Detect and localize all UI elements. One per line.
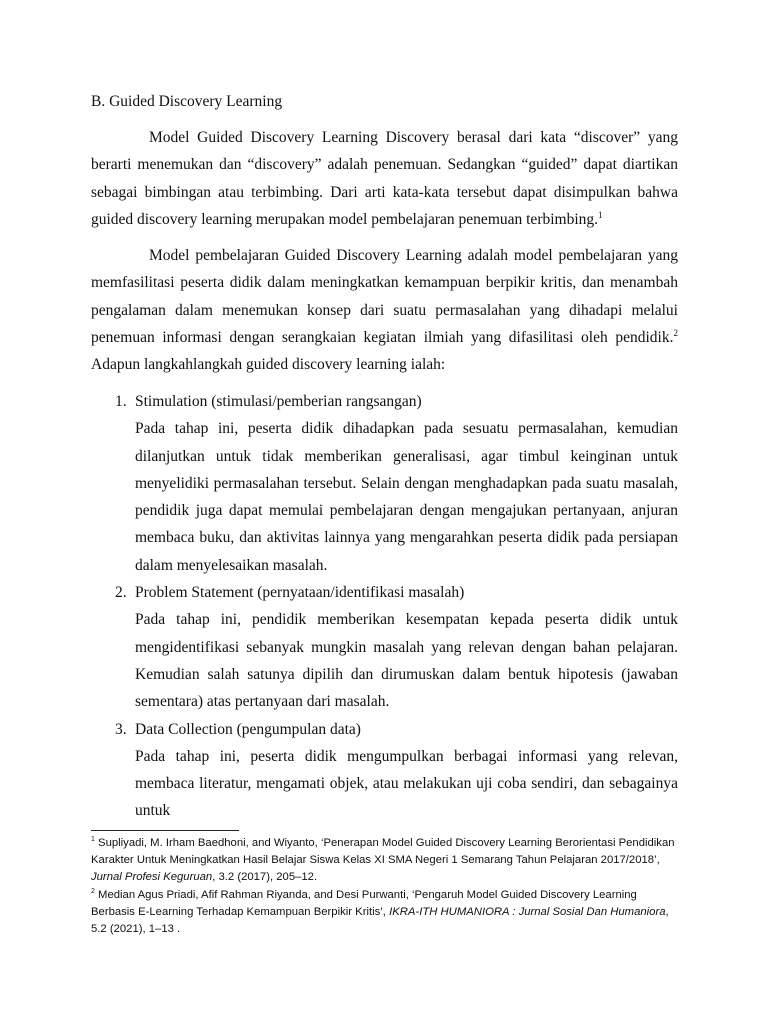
list-item bbox=[91, 388, 678, 579]
list-item-title: Stimulation (stimulasi/pemberian rangsangan) bbox=[135, 393, 422, 410]
footnote-ref[interactable]: 1 bbox=[598, 209, 603, 220]
footnote-journal: IKRA-ITH HUMANIORA : Jurnal Sosial Dan Humaniora bbox=[389, 905, 666, 918]
list-number: 2. bbox=[115, 584, 127, 602]
list-item-body: Pada tahap ini, peserta didik dihadapkan pada sesuatu permasalahan, kemudian dilanjutkan untuk tidak memberikan generalisasi, agar timbul keinginan untuk menyelidiki permasalahan tersebut. Selain dengan menghadapkan pada suatu masalah, pendidik juga dapat memulai pembelajaran dengan mengajukan pertanyaan, anjuran membaca buku, dan aktivitas lainnya yang mengarahkan peserta didik pada persiapan dalam menyelesaikan masalah. bbox=[135, 420, 678, 574]
steps-list bbox=[91, 388, 678, 825]
list-item bbox=[91, 716, 678, 825]
footnote-journal: Jurnal Profesi Keguruan bbox=[91, 871, 213, 884]
footnote-text: , 3.2 (2017), 205–12. bbox=[212, 871, 318, 884]
paragraph-text: Adapun langkahlangkah guided discovery learning ialah: bbox=[91, 356, 446, 374]
list-item bbox=[91, 579, 678, 715]
footnote-text: , 5.2 (2021), 1–13 . bbox=[91, 905, 669, 936]
paragraph-definition bbox=[91, 124, 678, 233]
paragraph-text: Model pembelajaran Guided Discovery Learning adalah model pembelajaran yang memfasilitasi peserta didik dalam meningkatkan kemampuan berpikir kritis, dan menambah pengalaman dalam menemukan konsep dari suatu permasalahan yang dihadapi melalui penemuan informasi dengan serangkaian kegiatan ilmiah yang difasilitasi oleh pendidik. bbox=[91, 247, 678, 346]
footnotes bbox=[91, 835, 681, 938]
paragraph-model-description bbox=[91, 242, 678, 378]
section-heading: B. Guided Discovery Learning bbox=[91, 93, 283, 110]
footnote-2 bbox=[91, 887, 681, 939]
footnote-text: Supliyadi, M. Irham Baedhoni, and Wiyanto, ‘Penerapan Model Guided Discovery Learning Berorientasi Pendidikan Karakter Untuk Meningkatkan Hasil Belajar Siswa Kelas XI SMA Negeri 1 Semarang Tahun Pelajaran 2017/2018’, bbox=[91, 837, 675, 867]
list-item-body: Pada tahap ini, pendidik memberikan kesempatan kepada peserta didik untuk mengidentifikasi sebanyak mungkin masalah yang relevan dengan bahan pelajaran. Kemudian salah satunya dipilih dan dirumuskan dalam bentuk hipotesis (jawaban sementara) atas pertanyaan dari masalah. bbox=[135, 611, 678, 711]
list-number: 3. bbox=[115, 720, 127, 738]
list-item-title: Data Collection (pengumpulan data) bbox=[135, 720, 361, 738]
list-number: 1. bbox=[115, 393, 127, 410]
list-item-body: Pada tahap ini, peserta didik mengumpulkan berbagai informasi yang relevan, membaca literatur, mengamati objek, atau melakukan uji coba sendiri, dan sebagainya untuk bbox=[135, 747, 678, 820]
list-item-title: Problem Statement (pernyataan/identifikasi masalah) bbox=[135, 584, 465, 602]
footnote-ref[interactable]: 2 bbox=[673, 327, 678, 338]
paragraph-text: Model Guided Discovery Learning Discovery berasal dari kata “discover” yang berarti menemukan dan “discovery” adalah penemuan. Sedangkan “guided” dapat diartikan sebagai bimbingan atau terbimbing. Dari arti kata-kata tersebut dapat disimpulkan bahwa guided discovery learning merupakan model pembelajaran penemuan terbimbing. bbox=[91, 129, 678, 228]
footnote-mark: 1 bbox=[91, 836, 95, 843]
footnote-text: Median Agus Priadi, Afif Rahman Riyanda, and Desi Purwanti, ‘Pengaruh Model Guided Discovery Learning Berbasis E-Learning Terhadap Kemampuan Berpikir Kritis’, bbox=[91, 888, 637, 918]
footnote-1 bbox=[91, 835, 681, 887]
footnote-separator bbox=[91, 830, 239, 831]
footnote-mark: 2 bbox=[91, 887, 95, 895]
